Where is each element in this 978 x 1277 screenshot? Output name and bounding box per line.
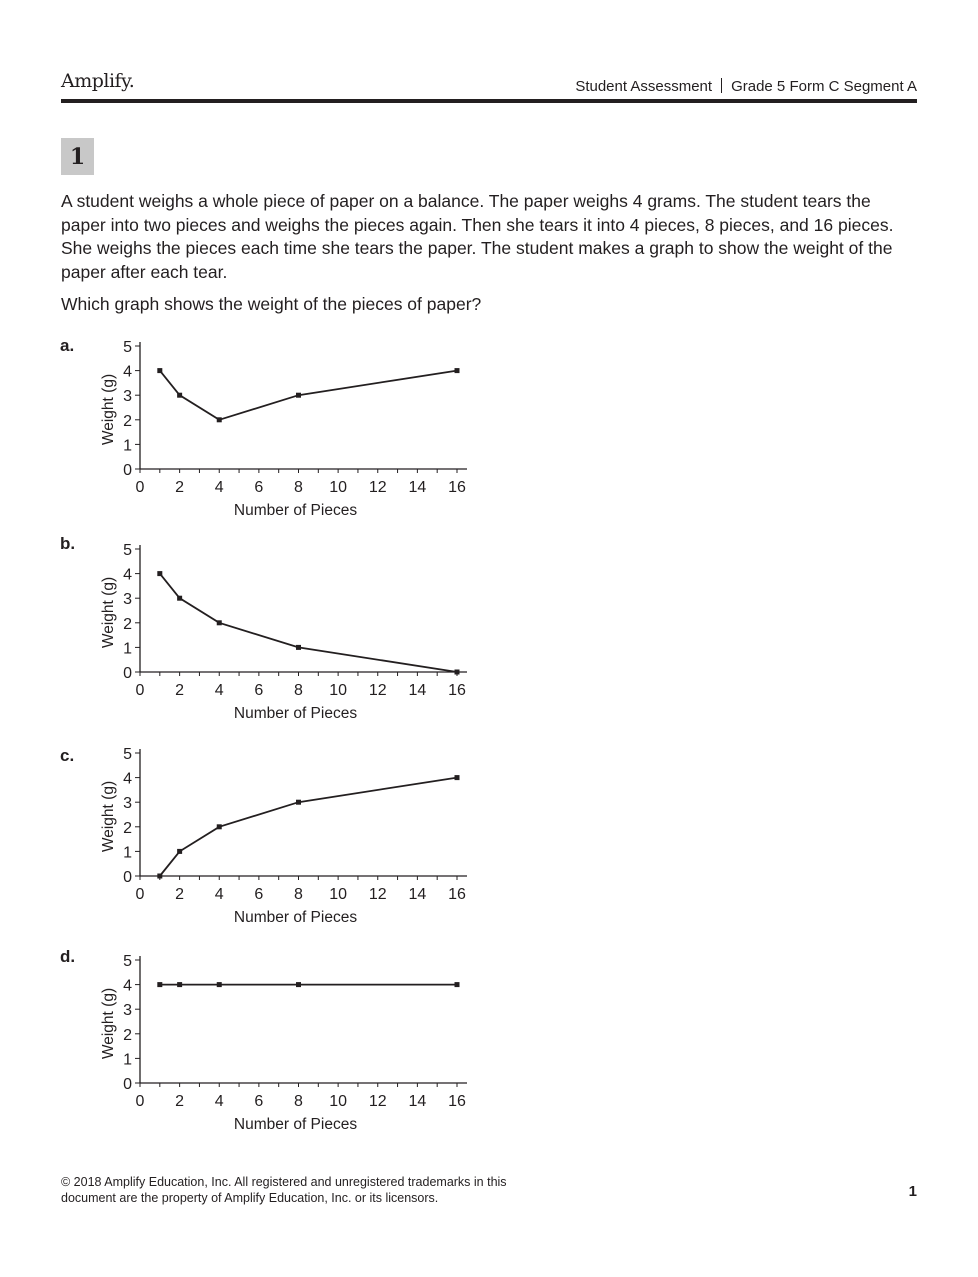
data-point xyxy=(455,368,460,373)
x-tick-label: 2 xyxy=(175,886,185,903)
y-tick-label: 2 xyxy=(123,615,132,633)
y-tick-label: 4 xyxy=(123,770,132,788)
y-tick-label: 5 xyxy=(123,339,132,356)
data-point xyxy=(296,645,301,650)
x-tick-label: 14 xyxy=(408,1093,427,1110)
x-tick-label: 2 xyxy=(175,682,185,699)
x-tick-label: 10 xyxy=(329,1093,348,1110)
chart-option-d[interactable] xyxy=(90,944,480,1139)
y-tick-label: 5 xyxy=(123,953,132,970)
x-tick-label: 10 xyxy=(329,479,348,496)
x-tick-label: 16 xyxy=(448,682,466,699)
data-point xyxy=(157,874,162,879)
x-tick-label: 10 xyxy=(329,886,348,903)
data-point xyxy=(455,982,460,987)
x-tick-label: 12 xyxy=(368,1093,387,1110)
header-info xyxy=(575,78,917,95)
amplify-logo: Amplify. xyxy=(61,70,135,92)
x-tick-label: 6 xyxy=(254,1093,264,1110)
x-tick-label: 0 xyxy=(135,886,145,903)
chart-option-a[interactable] xyxy=(90,330,480,525)
data-point xyxy=(296,800,301,805)
doc-type: Student Assessment xyxy=(575,78,713,95)
option-a-label[interactable]: a. xyxy=(60,336,75,355)
x-tick-label: 14 xyxy=(408,886,427,903)
y-tick-label: 4 xyxy=(123,977,132,995)
data-point xyxy=(157,368,162,373)
y-tick-label: 4 xyxy=(123,566,132,584)
y-axis-label: Weight (g) xyxy=(100,576,117,649)
y-tick-label: 0 xyxy=(123,869,132,886)
data-point xyxy=(217,824,222,829)
data-point xyxy=(296,393,301,398)
y-tick-label: 2 xyxy=(123,819,132,837)
x-axis-label: Number of Pieces xyxy=(233,909,358,926)
x-tick-label: 4 xyxy=(214,886,224,903)
question-stem: A student weighs a whole piece of paper on a balance. The paper weighs 4 grams. The student tears the paper into two pieces and weighs the pieces again. Then she tears it into 4 pieces, 8 pieces, and 16 pieces. She weighs the pieces each time she tears the paper. The student makes a graph to show the weight of the paper after each tear. xyxy=(61,191,894,282)
x-axis-label: Number of Pieces xyxy=(233,502,358,519)
x-tick-label: 6 xyxy=(254,682,264,699)
y-axis-label: Weight (g) xyxy=(100,987,117,1060)
y-tick-label: 1 xyxy=(123,1051,132,1069)
data-point xyxy=(177,849,182,854)
page-number: 1 xyxy=(908,1183,917,1200)
x-tick-label: 8 xyxy=(294,886,303,903)
chart-option-b[interactable] xyxy=(90,533,480,728)
x-tick-label: 8 xyxy=(294,1093,303,1110)
copyright-notice: © 2018 Amplify Education, Inc. All registered and unregistered trademarks in this document are the property of Amplify Education, Inc. or its licensors. xyxy=(61,1175,507,1205)
data-point xyxy=(177,982,182,987)
x-tick-label: 12 xyxy=(368,479,387,496)
option-d-label[interactable]: d. xyxy=(60,947,76,966)
data-point xyxy=(217,982,222,987)
y-axis-label: Weight (g) xyxy=(100,373,117,446)
x-tick-label: 0 xyxy=(135,1093,145,1110)
y-tick-label: 1 xyxy=(123,640,132,658)
x-tick-label: 2 xyxy=(175,1093,185,1110)
series-line xyxy=(160,371,457,420)
y-tick-label: 3 xyxy=(123,795,132,813)
x-tick-label: 6 xyxy=(254,886,264,903)
form-name: Grade 5 Form C Segment A xyxy=(731,78,917,95)
x-tick-label: 4 xyxy=(214,1093,224,1110)
data-point xyxy=(157,571,162,576)
data-point xyxy=(177,393,182,398)
y-tick-label: 1 xyxy=(123,844,132,862)
y-tick-label: 0 xyxy=(123,665,132,682)
y-tick-label: 1 xyxy=(123,437,132,455)
x-tick-label: 0 xyxy=(135,479,145,496)
data-point xyxy=(455,775,460,780)
question-prompt: Which graph shows the weight of the pieces of paper? xyxy=(61,294,482,314)
y-tick-label: 3 xyxy=(123,1002,132,1020)
y-tick-label: 3 xyxy=(123,388,132,406)
series-line xyxy=(160,778,457,876)
y-tick-label: 2 xyxy=(123,1026,132,1044)
x-tick-label: 8 xyxy=(294,479,303,496)
x-tick-label: 6 xyxy=(254,479,264,496)
data-point xyxy=(177,596,182,601)
header-separator xyxy=(721,78,722,93)
x-tick-label: 4 xyxy=(214,479,224,496)
data-point xyxy=(296,982,301,987)
data-point xyxy=(217,620,222,625)
x-tick-label: 16 xyxy=(448,886,466,903)
x-tick-label: 10 xyxy=(329,682,348,699)
x-tick-label: 14 xyxy=(408,682,427,699)
x-tick-label: 12 xyxy=(368,682,387,699)
question-number: 1 xyxy=(61,138,94,175)
y-tick-label: 4 xyxy=(123,363,132,381)
header-rule xyxy=(61,99,917,103)
x-tick-label: 16 xyxy=(448,479,466,496)
x-tick-label: 2 xyxy=(175,479,185,496)
y-tick-label: 5 xyxy=(123,542,132,559)
x-tick-label: 14 xyxy=(408,479,427,496)
option-b-label[interactable]: b. xyxy=(60,534,76,553)
data-point xyxy=(157,982,162,987)
x-tick-label: 8 xyxy=(294,682,303,699)
x-tick-label: 16 xyxy=(448,1093,466,1110)
option-c-label[interactable]: c. xyxy=(60,746,75,765)
series-line xyxy=(160,574,457,672)
y-tick-label: 3 xyxy=(123,591,132,609)
y-tick-label: 0 xyxy=(123,462,132,479)
x-tick-label: 4 xyxy=(214,682,224,699)
x-axis-label: Number of Pieces xyxy=(233,1116,358,1133)
data-point xyxy=(217,417,222,422)
y-tick-label: 2 xyxy=(123,412,132,430)
y-tick-label: 5 xyxy=(123,746,132,763)
x-tick-label: 0 xyxy=(135,682,145,699)
data-point xyxy=(455,670,460,675)
chart-option-c[interactable] xyxy=(90,737,480,932)
x-tick-label: 12 xyxy=(368,886,387,903)
y-axis-label: Weight (g) xyxy=(100,780,117,853)
y-tick-label: 0 xyxy=(123,1076,132,1093)
x-axis-label: Number of Pieces xyxy=(233,705,358,722)
